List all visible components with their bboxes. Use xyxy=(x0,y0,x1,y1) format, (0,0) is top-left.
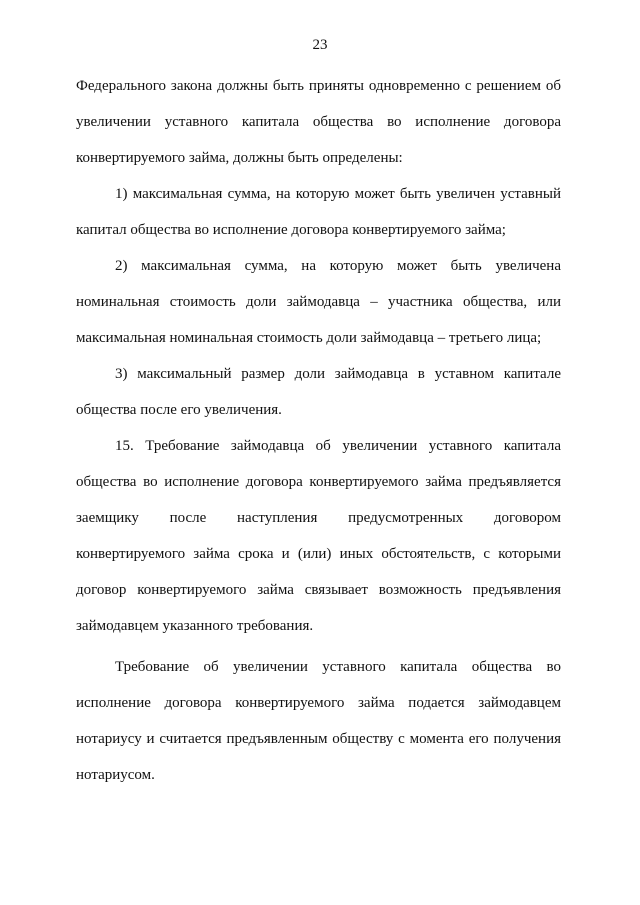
text-line: максимальная номинальная стоимость доли займодавца – третьего лица; xyxy=(76,330,542,346)
text-line: 1) максимальная сумма, на которую может быть увеличен уставный xyxy=(115,186,561,202)
paragraph-clause-15-second xyxy=(76,649,561,793)
text-line: нотариусу и считается предъявленным обществу с момента его получения xyxy=(76,731,561,747)
text-line: 15. Требование займодавца об увеличении уставного капитала xyxy=(115,438,561,454)
text-line: договор конвертируемого займа связывает возможность предъявления xyxy=(76,582,561,598)
text-line: номинальная стоимость доли займодавца – участника общества, или xyxy=(76,294,561,310)
text-line: исполнение договора конвертируемого займа подается займодавцем xyxy=(76,695,561,711)
text-line: увеличении уставного капитала общества во исполнение договора xyxy=(76,114,561,130)
text-line: займодавцем указанного требования. xyxy=(76,618,314,634)
paragraph-item-1 xyxy=(76,176,561,248)
text-line: заемщику после наступления предусмотренных договором xyxy=(76,510,561,526)
text-line: конвертируемого займа, должны быть определены: xyxy=(76,150,403,166)
text-line: Требование об увеличении уставного капитала общества во xyxy=(115,659,561,675)
paragraph-intro xyxy=(76,68,561,176)
document-body xyxy=(76,68,561,793)
page-number: 23 xyxy=(312,37,328,53)
text-line: общества после его увеличения. xyxy=(76,402,282,418)
text-line: общества во исполнение договора конвертируемого займа предъявляется xyxy=(76,474,561,490)
text-line: 2) максимальная сумма, на которую может быть увеличена xyxy=(115,258,561,274)
paragraph-item-3 xyxy=(76,356,561,428)
paragraph-item-2 xyxy=(76,248,561,356)
text-line: конвертируемого займа срока и (или) иных обстоятельств, с которыми xyxy=(76,546,561,562)
text-line: нотариусом. xyxy=(76,767,155,783)
text-line: капитал общества во исполнение договора конвертируемого займа; xyxy=(76,222,506,238)
text-line: 3) максимальный размер доли займодавца в уставном капитале xyxy=(115,366,561,382)
text-line: Федерального закона должны быть приняты одновременно с решением об xyxy=(76,78,561,94)
paragraph-clause-15 xyxy=(76,428,561,644)
